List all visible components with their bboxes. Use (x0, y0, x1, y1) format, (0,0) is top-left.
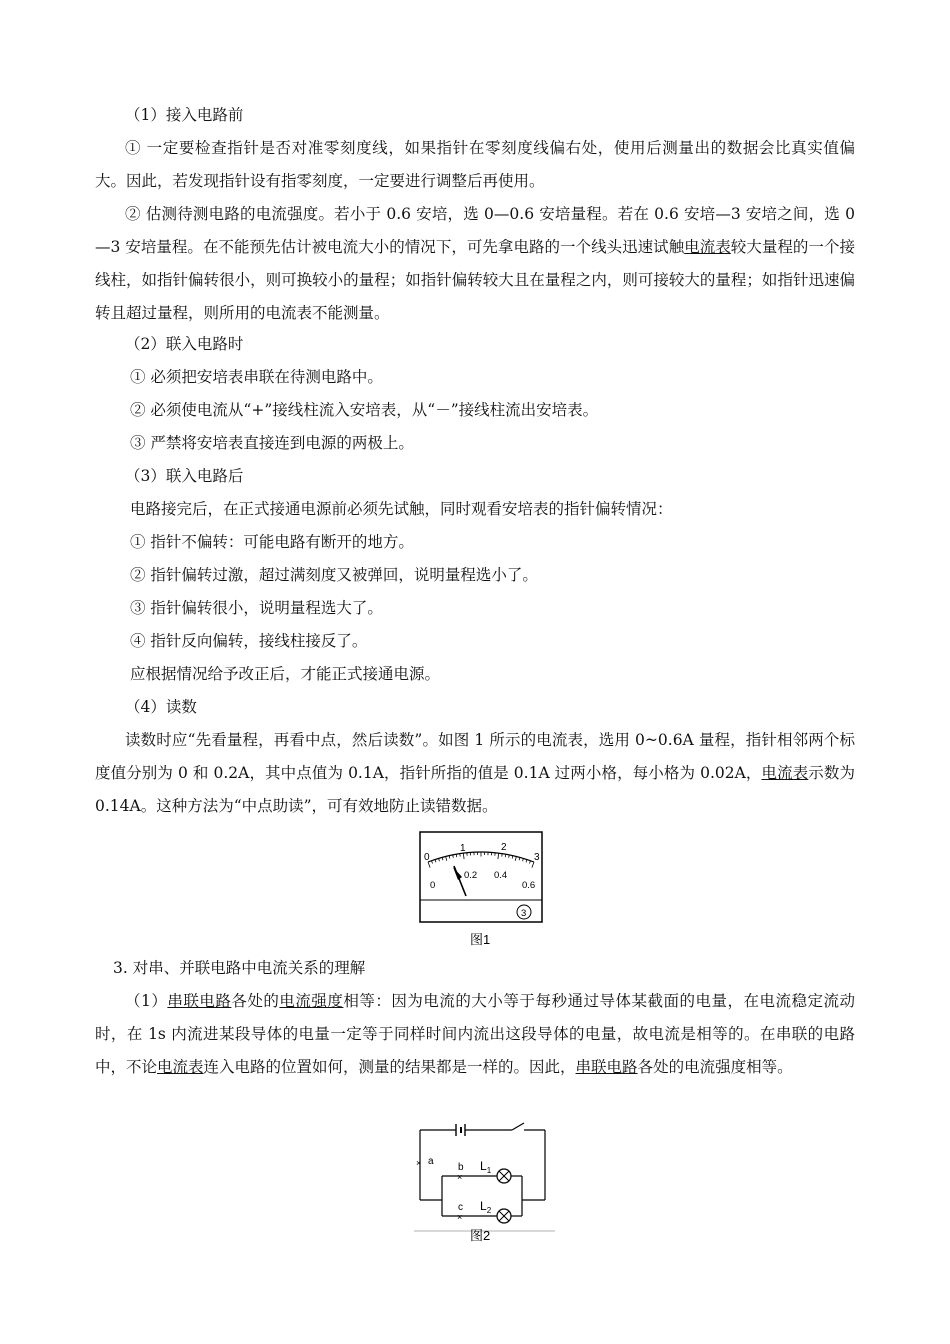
series-current-paragraph: （1）串联电路各处的电流强度相等：因为电流的大小等于每秒通过导体某截面的电量，在电流稳定流动时，在 1s 内流进某段导体的电量一定等于同样时间内流出这段导体的电量，故电流是相等的。在串联的电路中，不论电流表连入电路的位置如何，测量的结果都是一样的。因此，串联电路各处的电流强度相等。 (95, 992, 855, 1076)
scale-tick (435, 860, 436, 863)
point-c-mark: × (457, 1212, 463, 1222)
series-circuit-link[interactable]: 串联电路 (575, 1058, 638, 1076)
section-2-heading: （2）联入电路时 (125, 335, 244, 353)
section-3-item: ③ 指针偏转很小，说明量程选大了。 (130, 599, 383, 617)
ammeter-needle-head (453, 867, 462, 880)
upper-scale-label: 1 (460, 843, 466, 854)
section-2-item: ③ 严禁将安培表直接连到电源的两极上。 (130, 434, 414, 452)
scale-tick (432, 861, 433, 864)
section-2-item: ② 必须使电流从“+”接线柱流入安培表，从“－”接线柱流出安培表。 (130, 401, 599, 419)
section-series-parallel-heading: 3. 对串、并联电路中电流关系的理解 (113, 959, 366, 977)
section-3-heading: （3）联入电路后 (125, 467, 244, 485)
point-c-label: c (458, 1202, 463, 1213)
scale-tick (526, 860, 527, 863)
ammeter-link[interactable]: 电流表 (684, 238, 731, 256)
figure-2-circuit (412, 1118, 557, 1246)
scale-tick (446, 856, 447, 860)
figure-1-caption: 图1 (470, 932, 491, 947)
scale-tick (456, 854, 457, 857)
paragraph-2-text-a: ② 估测待测电路的电流强度。若小于 0.6 安培，选 0—0.6 安培量程。若在 0.6 安培—3 安培之间，选 0—3 安培量程。在不能预先估计被电流大小的情况下，可先拿电路的一个线头迅速试触 (95, 205, 855, 256)
switch-lever (512, 1123, 524, 1130)
ammeter-link[interactable]: 电流表 (157, 1058, 204, 1076)
upper-scale-label: 0 (424, 852, 430, 863)
reading-text-b: 示数为 0.14A。这种方法为“中点助读”，可有效地防止读错数据。 (95, 764, 855, 815)
scale-tick (505, 854, 506, 857)
section-3-item: ④ 指针反向偏转，接线柱接反了。 (130, 632, 368, 650)
paragraph-2-text-b: 较大量程的一个接线柱，如指针偏转很小，则可换较小的量程；如指针偏转较大且在量程之内，则可接较大的量程；如指针迅速偏转且超过量程，则所用的电流表不能测量。 (95, 238, 855, 322)
section-4-heading: （4）读数 (125, 698, 197, 716)
scale-tick (439, 858, 440, 861)
scale-tick (515, 856, 516, 860)
lamp-l1-label: $L_1$ (480, 1159, 492, 1175)
lower-scale-label: 0.6 (522, 880, 536, 891)
section-3-item: ① 指针不偏转：可能电路有断开的地方。 (130, 533, 414, 551)
terminal-label: 3 (521, 908, 527, 919)
scale-tick (523, 858, 524, 861)
upper-scale-label: 2 (501, 842, 507, 853)
section-1-heading: （1）接入电路前 (125, 106, 244, 124)
lower-scale-label: 0 (430, 880, 436, 891)
point-b-label: b (458, 1162, 464, 1173)
lower-scale-label: 0.2 (464, 870, 478, 881)
reading-text-a: 读数时应“先看量程，再看中点，然后读数”。如图 1 所示的电流表，选用 0~0.6A 量程，指针相邻两个标度值分别为 0 和 0.2A，其中点值为 0.1A，指针所指的值是 0.1A 过两小格，每小格为 0.02A， (95, 731, 855, 782)
scale-tick (529, 861, 530, 864)
figure-1-ammeter (418, 830, 544, 950)
scale-tick (463, 853, 464, 859)
series-circuit-link[interactable]: 串联电路 (167, 992, 232, 1010)
point-b-mark: × (457, 1172, 463, 1182)
section-3-intro: 电路接完后，在正式接通电源前必须先试触，同时观看安培表的指针偏转情况： (130, 500, 673, 518)
lower-scale-label: 0.4 (494, 870, 508, 881)
point-a-mark: × (416, 1158, 422, 1168)
figure-2-caption: 图2 (470, 1228, 491, 1243)
section-3-outro: 应根据情况给予改正后，才能正式接通电源。 (130, 665, 441, 683)
section-1-paragraph-2 (95, 198, 855, 330)
current-intensity-link[interactable]: 电流强度 (279, 992, 344, 1010)
ammeter-tick-marks (428, 852, 534, 868)
point-a-label: a (428, 1156, 434, 1167)
section-1-paragraph-1: ① 一定要检查指针是否对准零刻度线，如果指针在零刻度线偏右处，使用后测量出的数据会比真实值偏大。因此，若发现指针设有指零刻度，一定要进行调整后再使用。 (95, 139, 855, 190)
ammeter-link[interactable]: 电流表 (761, 764, 809, 782)
upper-scale-label: 3 (534, 852, 540, 863)
lamp-l2-label: $L_2$ (480, 1199, 492, 1215)
section-2-item: ① 必须把安培表串联在待测电路中。 (130, 368, 383, 386)
scale-tick (498, 853, 499, 859)
section-3-item: ② 指针偏转过激，超过满刻度又被弹回，说明量程选小了。 (130, 566, 538, 584)
section-4-paragraph (95, 724, 855, 823)
